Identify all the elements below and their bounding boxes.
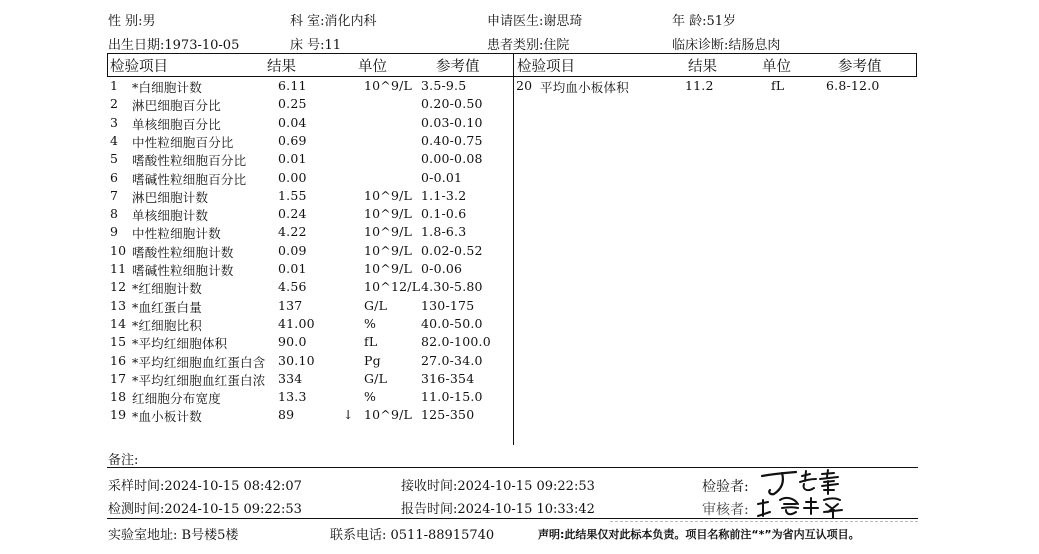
cell-no: 3 xyxy=(110,114,119,130)
header-item-left: 检验项目 xyxy=(110,59,168,75)
cell-no: 2 xyxy=(110,96,119,112)
header-field xyxy=(672,10,736,29)
cell-name: *平均红细胞血红蛋白浓 xyxy=(132,372,266,388)
cell-unit: % xyxy=(364,315,377,331)
cell-ref: 3.5-9.5 xyxy=(421,78,467,93)
cell-result: 334 xyxy=(278,370,303,386)
cell-name: 中性粒细胞百分比 xyxy=(132,134,234,150)
cell-name: *平均红细胞血红蛋白含 xyxy=(132,354,266,370)
table-right-top-edge xyxy=(916,53,917,76)
test-time-label: 检测时间: xyxy=(108,502,165,517)
header-field-label: 出生日期: xyxy=(108,38,165,53)
cell-ref: 1.1-3.2 xyxy=(421,187,467,203)
cell-ref: 0.20-0.50 xyxy=(421,96,483,112)
cell-name: 单核细胞计数 xyxy=(132,208,209,224)
lab-phone: 联系电话: 0511-88915740 xyxy=(330,528,495,543)
cell-unit: 10^9/L xyxy=(364,261,413,276)
cell-ref: 130-175 xyxy=(421,297,475,313)
cell-name: 淋巴细胞百分比 xyxy=(132,98,221,114)
header-field xyxy=(672,34,780,53)
header-field-label: 申请医生: xyxy=(487,14,544,29)
cell-no: 15 xyxy=(110,334,127,350)
cell-ref: 0.40-0.75 xyxy=(421,132,483,148)
header-unit-right: 单位 xyxy=(762,59,791,75)
cell-result: 4.56 xyxy=(278,279,307,295)
cell-name: 嗜碱性粒细胞百分比 xyxy=(132,171,247,187)
header-field-label: 性 别: xyxy=(108,14,143,29)
cell-ref: 0.00-0.08 xyxy=(421,151,483,167)
table-top-border xyxy=(107,53,917,54)
cell-result: 0.01 xyxy=(278,151,307,167)
header-field xyxy=(487,34,569,53)
cell-ref: 125-350 xyxy=(421,407,475,423)
cell-unit: G/L xyxy=(364,370,388,386)
inspector-label: 检验者: xyxy=(702,479,749,495)
cell-name: *红细胞计数 xyxy=(132,281,202,297)
cell-result: 13.3 xyxy=(278,389,307,405)
header-field-label: 床 号: xyxy=(290,38,325,53)
receive-time xyxy=(401,475,595,494)
cell-no: 18 xyxy=(110,389,127,405)
cell-name: 中性粒细胞计数 xyxy=(132,226,221,242)
cell-ref: 0.1-0.6 xyxy=(421,206,467,222)
cell-result: 0.24 xyxy=(278,206,307,222)
cell-no: 13 xyxy=(110,297,127,313)
lab-address: 实验室地址: B号楼5楼 xyxy=(108,528,239,543)
test-time xyxy=(108,498,302,517)
receive-time-value: 2024-10-15 09:22:53 xyxy=(457,479,595,494)
cell-name: 嗜酸性粒细胞计数 xyxy=(132,244,234,260)
cell-result: 137 xyxy=(278,297,303,313)
cell-name: 嗜碱性粒细胞计数 xyxy=(132,263,234,278)
cell-name: *白细胞计数 xyxy=(132,80,202,95)
cell-unit: 10^9/L xyxy=(364,206,413,222)
cell-ref: 1.8-6.3 xyxy=(421,224,467,240)
scan-artifact xyxy=(610,521,918,522)
header-field-label: 年 龄: xyxy=(672,14,707,29)
remarks-label: 备注: xyxy=(108,453,139,468)
cell-name: *红细胞比积 xyxy=(132,317,202,333)
cell-ref: 4.30-5.80 xyxy=(421,279,483,295)
cell-no: 10 xyxy=(110,242,127,258)
cell-no: 11 xyxy=(110,261,127,276)
receive-time-label: 接收时间: xyxy=(401,479,458,494)
cell-ref: 0.03-0.10 xyxy=(421,114,483,130)
reviewer-label: 审核者: xyxy=(702,502,749,518)
cell-name: 单核细胞百分比 xyxy=(132,116,221,132)
report-time-value: 2024-10-15 10:33:42 xyxy=(457,502,595,517)
cell-result: 6.11 xyxy=(278,78,307,93)
cell-flag: ↓ xyxy=(343,407,354,423)
cell-result: 0.00 xyxy=(278,169,307,185)
header-field xyxy=(290,34,341,53)
report-time xyxy=(401,498,595,517)
cell-no: 4 xyxy=(110,132,119,148)
cell-result: 0.04 xyxy=(278,114,307,130)
cell-no: 19 xyxy=(110,407,127,423)
cell-result: 0.69 xyxy=(278,132,307,148)
cell-ref: 82.0-100.0 xyxy=(421,334,491,350)
header-field-value: 住院 xyxy=(543,38,570,53)
cell-name: 淋巴细胞计数 xyxy=(132,189,209,205)
cell-result: 0.01 xyxy=(278,261,307,276)
cell-unit: % xyxy=(364,389,377,405)
table-left-top-edge xyxy=(107,53,108,76)
test-time-value: 2024-10-15 09:22:53 xyxy=(164,502,302,517)
header-item-right: 检验项目 xyxy=(517,59,575,75)
cell-unit: 10^9/L xyxy=(364,224,413,240)
table-header-border xyxy=(107,76,917,77)
cell-result: 0.09 xyxy=(278,242,307,258)
header-field xyxy=(487,10,582,29)
cell-result: 1.55 xyxy=(278,187,307,203)
header-ref-left: 参考值 xyxy=(436,59,480,75)
cell-no: 5 xyxy=(110,151,119,167)
header-field xyxy=(108,10,156,29)
cell-name: 嗜酸性粒细胞百分比 xyxy=(132,153,247,169)
header-field-value: 谢思琦 xyxy=(543,14,583,29)
header-field-label: 临床诊断: xyxy=(672,38,729,53)
header-field-value: 51岁 xyxy=(706,14,737,29)
header-result-left: 结果 xyxy=(267,59,296,75)
header-field-label: 科 室: xyxy=(290,14,325,29)
cell-unit: G/L xyxy=(364,297,388,313)
cell-ref: 27.0-34.0 xyxy=(421,352,483,368)
header-field xyxy=(290,10,377,29)
cell-ref: 11.0-15.0 xyxy=(421,389,483,405)
cell-no: 6 xyxy=(110,169,119,185)
cell-unit: fL xyxy=(364,334,378,350)
cell-unit: 10^9/L xyxy=(364,78,413,93)
cell-no: 9 xyxy=(110,224,119,240)
cell-ref: 316-354 xyxy=(421,370,475,386)
cell-no: 7 xyxy=(110,187,119,203)
cell-result: 41.00 xyxy=(278,315,315,331)
header-field-value: 男 xyxy=(142,14,156,29)
header-field-value: 结肠息肉 xyxy=(728,38,781,53)
header-unit-left: 单位 xyxy=(358,59,387,75)
cell-unit: Pg xyxy=(364,352,381,368)
reviewer-signature xyxy=(754,494,849,520)
cell-no: 8 xyxy=(110,206,119,222)
cell-no: 1 xyxy=(110,78,119,93)
cell-name: *血红蛋白量 xyxy=(132,299,202,315)
cell-ref: 0-0.06 xyxy=(421,261,463,276)
header-field-value: 1973-10-05 xyxy=(164,38,240,53)
cell-unit: fL xyxy=(771,78,785,93)
cell-name: *血小板计数 xyxy=(132,409,202,425)
header-ref-right: 参考值 xyxy=(838,59,882,75)
cell-result: 90.0 xyxy=(278,334,307,350)
cell-ref: 0.02-0.52 xyxy=(421,242,483,258)
cell-no: 16 xyxy=(110,352,127,368)
header-field-value: 11 xyxy=(324,38,342,53)
header-result-right: 结果 xyxy=(688,59,717,75)
cell-ref: 6.8-12.0 xyxy=(826,78,880,93)
cell-unit: 10^9/L xyxy=(364,242,413,258)
cell-result: 89 xyxy=(278,407,295,423)
sample-time-label: 采样时间: xyxy=(108,479,165,494)
header-field-value: 消化内科 xyxy=(324,14,377,29)
table-center-divider xyxy=(513,53,514,445)
cell-result: 0.25 xyxy=(278,96,307,112)
cell-unit: 10^12/L xyxy=(364,279,421,295)
sample-time xyxy=(108,475,302,494)
cell-result: 4.22 xyxy=(278,224,307,240)
cell-ref: 40.0-50.0 xyxy=(421,315,483,331)
cell-no: 12 xyxy=(110,279,127,295)
cell-name: 红细胞分布宽度 xyxy=(132,391,221,407)
cell-no: 14 xyxy=(110,315,127,331)
cell-unit: 10^9/L xyxy=(364,187,413,203)
report-time-label: 报告时间: xyxy=(401,502,458,517)
cell-no: 17 xyxy=(110,370,127,386)
sample-time-value: 2024-10-15 08:42:07 xyxy=(164,479,302,494)
cell-name: *平均红细胞体积 xyxy=(132,336,228,352)
cell-ref: 0-0.01 xyxy=(421,169,463,185)
header-field-label: 患者类别: xyxy=(487,38,544,53)
header-field xyxy=(108,34,239,53)
cell-no: 20 xyxy=(516,78,533,93)
cell-unit: 10^9/L xyxy=(364,407,413,423)
cell-result: 30.10 xyxy=(278,352,315,368)
disclaimer-statement: 声明:此结果仅对此标本负责。项目名称前注“*”为省内互认项目。 xyxy=(538,528,860,541)
cell-result: 11.2 xyxy=(685,78,714,93)
cell-name: 平均血小板体积 xyxy=(540,80,629,95)
